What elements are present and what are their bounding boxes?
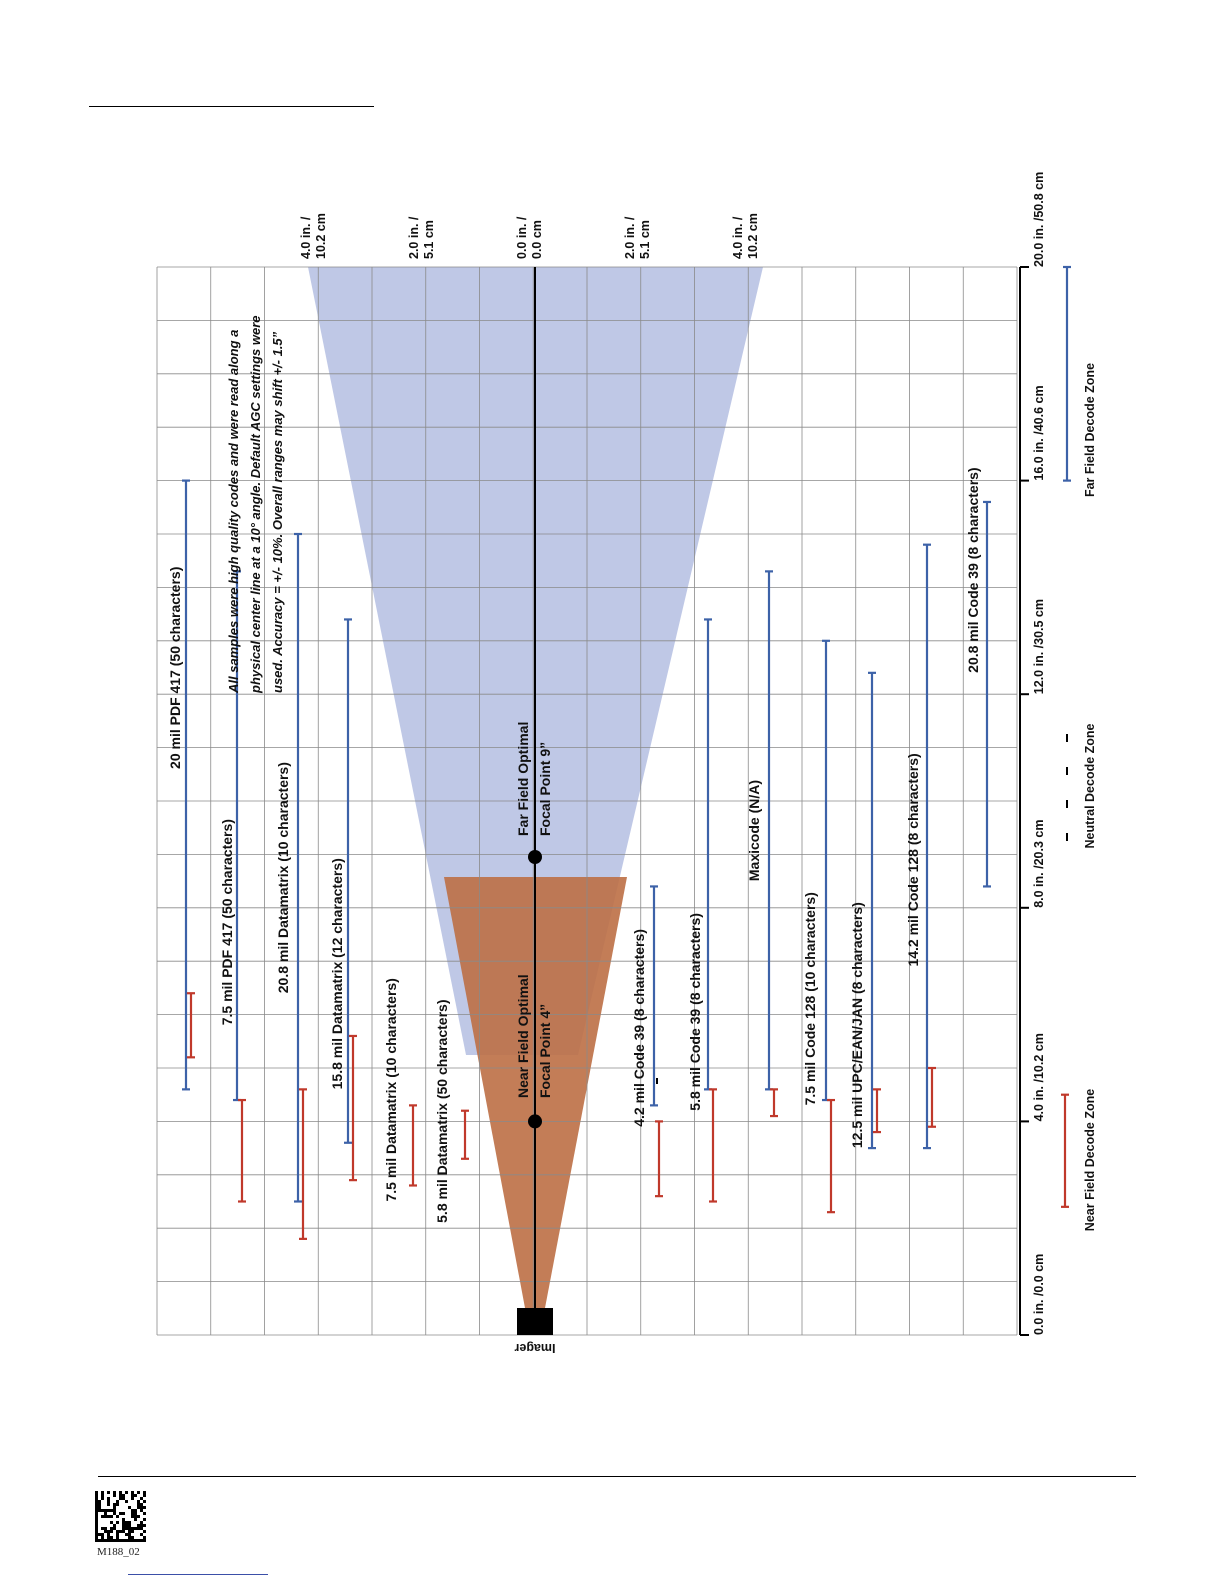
datamatrix-module — [128, 1539, 131, 1542]
datamatrix-module — [137, 1515, 140, 1518]
datamatrix-module — [143, 1494, 146, 1497]
datamatrix-module — [107, 1515, 110, 1518]
datamatrix-module — [140, 1509, 143, 1512]
datamatrix-module — [137, 1500, 140, 1503]
datamatrix-module — [143, 1539, 146, 1542]
datamatrix-module — [119, 1539, 122, 1542]
datamatrix-module — [95, 1512, 98, 1515]
near-focal-point — [528, 1114, 542, 1128]
datamatrix-module — [113, 1539, 116, 1542]
datamatrix-module — [116, 1533, 119, 1536]
datamatrix-module — [140, 1521, 143, 1524]
datamatrix-module — [95, 1533, 98, 1536]
datamatrix-module — [131, 1515, 134, 1518]
figure-code-label: M188_02 — [97, 1546, 140, 1558]
near-focal-label: Focal Point 4” — [537, 1003, 553, 1098]
distance-tick-label: 20.0 in. /50.8 cm — [1032, 171, 1046, 267]
datamatrix-module — [140, 1527, 143, 1530]
datamatrix-module — [95, 1497, 98, 1500]
datamatrix-module — [116, 1515, 119, 1518]
datamatrix-module — [110, 1536, 113, 1539]
datamatrix-module — [134, 1515, 137, 1518]
datamatrix-module — [131, 1512, 134, 1515]
distance-tick-label: 12.0 in. /30.5 cm — [1032, 598, 1046, 695]
datamatrix-module — [101, 1515, 104, 1518]
distance-tick-label: 8.0 in. /20.3 cm — [1032, 819, 1046, 908]
zone-label: Neutral Decode Zone — [1083, 723, 1097, 849]
datamatrix-module — [119, 1491, 122, 1494]
far-focal-label: Focal Point 9” — [537, 741, 553, 836]
datamatrix-module — [101, 1539, 104, 1542]
datamatrix-module — [110, 1527, 113, 1530]
datamatrix-module — [140, 1497, 143, 1500]
note-line: used. Accuracy = +/- 10%. Overall ranges may shift +/- 1.5” — [270, 331, 285, 693]
datamatrix-module — [122, 1524, 125, 1527]
datamatrix-module — [104, 1512, 107, 1515]
datamatrix-module — [137, 1539, 140, 1542]
datamatrix-module — [140, 1524, 143, 1527]
datamatrix-module — [131, 1536, 134, 1539]
series-label: 20.8 mil Code 39 (8 characters) — [965, 467, 981, 673]
datamatrix-module — [107, 1491, 110, 1494]
datamatrix-module — [125, 1521, 128, 1524]
datamatrix-module — [128, 1530, 131, 1533]
datamatrix-module — [110, 1530, 113, 1533]
datamatrix-module — [134, 1494, 137, 1497]
datamatrix-module — [143, 1512, 146, 1515]
datamatrix-module — [113, 1494, 116, 1497]
datamatrix-module — [98, 1539, 101, 1542]
datamatrix-module — [128, 1533, 131, 1536]
datamatrix-module — [125, 1524, 128, 1527]
datamatrix-module — [104, 1509, 107, 1512]
datamatrix-module — [113, 1506, 116, 1509]
datamatrix-module — [101, 1533, 104, 1536]
zone-label: Far Field Decode Zone — [1083, 362, 1097, 498]
datamatrix-module — [119, 1494, 122, 1497]
datamatrix-module — [122, 1512, 125, 1515]
offset-tick-label: 10.2 cm — [746, 213, 760, 259]
datamatrix-module — [107, 1500, 110, 1503]
datamatrix-module — [113, 1527, 116, 1530]
datamatrix-module — [95, 1524, 98, 1527]
accuracy-note — [226, 315, 285, 694]
offset-tick-label: 5.1 cm — [638, 220, 652, 259]
datamatrix-module — [104, 1527, 107, 1530]
datamatrix-module — [101, 1536, 104, 1539]
datamatrix-module — [140, 1539, 143, 1542]
datamatrix-module — [131, 1494, 134, 1497]
datamatrix-module — [131, 1530, 134, 1533]
datamatrix-module — [95, 1521, 98, 1524]
datamatrix-module — [137, 1491, 140, 1494]
datamatrix-module — [95, 1527, 98, 1530]
datamatrix-module — [125, 1491, 128, 1494]
datamatrix-module — [143, 1500, 146, 1503]
datamatrix-module — [116, 1539, 119, 1542]
datamatrix-module — [98, 1500, 101, 1503]
datamatrix-module — [122, 1530, 125, 1533]
datamatrix-module — [95, 1494, 98, 1497]
datamatrix-module — [101, 1491, 104, 1494]
datamatrix-module — [140, 1503, 143, 1506]
datamatrix-module — [137, 1503, 140, 1506]
datamatrix-module — [119, 1530, 122, 1533]
datamatrix-module — [137, 1527, 140, 1530]
datamatrix-module — [122, 1497, 125, 1500]
offset-tick-label: 2.0 in. / — [407, 216, 421, 259]
datamatrix-module — [107, 1536, 110, 1539]
series-label: 20.8 mil Datamatrix (10 characters) — [275, 762, 291, 994]
datamatrix-module — [137, 1524, 140, 1527]
datamatrix-module — [119, 1512, 122, 1515]
datamatrix-module — [113, 1512, 116, 1515]
imager-label: Imager — [514, 1341, 556, 1355]
datamatrix-module — [131, 1509, 134, 1512]
datamatrix-module — [95, 1506, 98, 1509]
datamatrix-module — [116, 1521, 119, 1524]
far-focal-label: Far Field Optimal — [515, 721, 531, 836]
datamatrix-module — [95, 1515, 98, 1518]
datamatrix-module — [122, 1494, 125, 1497]
datamatrix-module — [143, 1530, 146, 1533]
series-label: 15.8 mil Datamatrix (12 characters) — [329, 858, 345, 1090]
datamatrix-module — [128, 1506, 131, 1509]
datamatrix-module — [110, 1515, 113, 1518]
datamatrix-module — [125, 1539, 128, 1542]
datamatrix-module — [110, 1521, 113, 1524]
datamatrix-module — [131, 1497, 134, 1500]
note-line: physical center line at a 10° angle. Default AGC settings were — [248, 315, 263, 693]
datamatrix-module — [116, 1530, 119, 1533]
datamatrix-module — [143, 1536, 146, 1539]
series-label: 12.5 mil UPC/EAN/JAN (8 characters) — [849, 902, 865, 1149]
distance-tick-label: 16.0 in. /40.6 cm — [1032, 385, 1046, 481]
series-label: Maxicode (N/A) — [746, 779, 762, 882]
datamatrix-module — [95, 1509, 98, 1512]
datamatrix-module — [107, 1497, 110, 1500]
series-label: 7.5 mil Code 128 (10 characters) — [802, 892, 818, 1106]
datamatrix-module — [107, 1533, 110, 1536]
datamatrix-module — [140, 1533, 143, 1536]
series-label: 14.2 mil Code 128 (8 characters) — [905, 753, 921, 967]
datamatrix-module — [122, 1527, 125, 1530]
datamatrix-module — [95, 1500, 98, 1503]
datamatrix-code-icon — [95, 1491, 146, 1542]
offset-tick-label: 5.1 cm — [422, 220, 436, 259]
datamatrix-module — [104, 1539, 107, 1542]
note-line: All samples were high quality codes and were read along a — [226, 329, 241, 693]
datamatrix-module — [104, 1515, 107, 1518]
datamatrix-module — [140, 1506, 143, 1509]
imager-block — [517, 1308, 553, 1335]
datamatrix-module — [125, 1533, 128, 1536]
datamatrix-module — [113, 1491, 116, 1494]
datamatrix-module — [95, 1536, 98, 1539]
distance-tick-label: 0.0 in. /0.0 cm — [1032, 1253, 1046, 1335]
datamatrix-module — [128, 1536, 131, 1539]
datamatrix-module — [113, 1524, 116, 1527]
datamatrix-module — [95, 1503, 98, 1506]
offset-tick-label: 0.0 cm — [530, 220, 544, 259]
datamatrix-module — [125, 1500, 128, 1503]
datamatrix-module — [107, 1539, 110, 1542]
offset-tick-label: 2.0 in. / — [623, 216, 637, 259]
datamatrix-module — [128, 1527, 131, 1530]
series-label: 5.8 mil Code 39 (8 characters) — [687, 913, 703, 1111]
datamatrix-module — [131, 1491, 134, 1494]
series-label: 7.5 mil Datamatrix (10 characters) — [383, 978, 399, 1202]
far-focal-point — [528, 850, 542, 864]
datamatrix-module — [107, 1509, 110, 1512]
series-label: 7.5 mil PDF 417 (50 characters) — [219, 819, 235, 1026]
datamatrix-module — [134, 1512, 137, 1515]
datamatrix-module — [122, 1539, 125, 1542]
datamatrix-module — [125, 1527, 128, 1530]
datamatrix-module — [107, 1503, 110, 1506]
offset-tick-label: 0.0 in. / — [515, 216, 529, 259]
datamatrix-module — [101, 1527, 104, 1530]
datamatrix-module — [131, 1527, 134, 1530]
offset-tick-label: 4.0 in. / — [731, 216, 745, 259]
datamatrix-module — [95, 1518, 98, 1521]
datamatrix-module — [119, 1497, 122, 1500]
distance-tick-label: 4.0 in. /10.2 cm — [1032, 1033, 1046, 1122]
datamatrix-module — [101, 1509, 104, 1512]
distance-axis — [1020, 172, 1046, 1335]
datamatrix-module — [116, 1503, 119, 1506]
datamatrix-module — [101, 1494, 104, 1497]
near-focal-label: Near Field Optimal — [515, 974, 531, 1098]
series-label: 4.2 mil Code 39 (8 characters) — [631, 929, 647, 1127]
series-label: 20 mil PDF 417 (50 characters) — [167, 566, 183, 769]
offset-tick-label: 10.2 cm — [314, 213, 328, 259]
datamatrix-module — [134, 1527, 137, 1530]
decode-zones — [1061, 267, 1097, 1231]
datamatrix-module — [113, 1509, 116, 1512]
datamatrix-module — [98, 1503, 101, 1506]
datamatrix-module — [95, 1539, 98, 1542]
datamatrix-module — [128, 1521, 131, 1524]
zone-label: Near Field Decode Zone — [1083, 1088, 1097, 1232]
datamatrix-module — [134, 1509, 137, 1512]
datamatrix-module — [101, 1497, 104, 1500]
datamatrix-module — [95, 1491, 98, 1494]
datamatrix-module — [95, 1530, 98, 1533]
datamatrix-module — [134, 1518, 137, 1521]
datamatrix-module — [98, 1509, 101, 1512]
datamatrix-module — [143, 1524, 146, 1527]
datamatrix-module — [143, 1506, 146, 1509]
offset-tick-label: 4.0 in. / — [299, 216, 313, 259]
footer-link-underline — [128, 1574, 268, 1575]
datamatrix-module — [98, 1506, 101, 1509]
datamatrix-module — [131, 1539, 134, 1542]
datamatrix-module — [128, 1524, 131, 1527]
datamatrix-module — [137, 1506, 140, 1509]
datamatrix-module — [98, 1533, 101, 1536]
datamatrix-module — [143, 1491, 146, 1494]
datamatrix-module — [122, 1521, 125, 1524]
datamatrix-module — [116, 1536, 119, 1539]
datamatrix-module — [110, 1509, 113, 1512]
datamatrix-module — [113, 1503, 116, 1506]
series-label: 5.8 mil Datamatrix (50 characters) — [434, 999, 450, 1223]
footer-rule — [98, 1476, 1136, 1477]
datamatrix-module — [116, 1500, 119, 1503]
datamatrix-module — [107, 1530, 110, 1533]
datamatrix-module — [104, 1530, 107, 1533]
offset-axis — [299, 213, 760, 259]
datamatrix-module — [110, 1539, 113, 1542]
datamatrix-module — [122, 1518, 125, 1521]
datamatrix-module — [143, 1518, 146, 1521]
datamatrix-module — [134, 1539, 137, 1542]
